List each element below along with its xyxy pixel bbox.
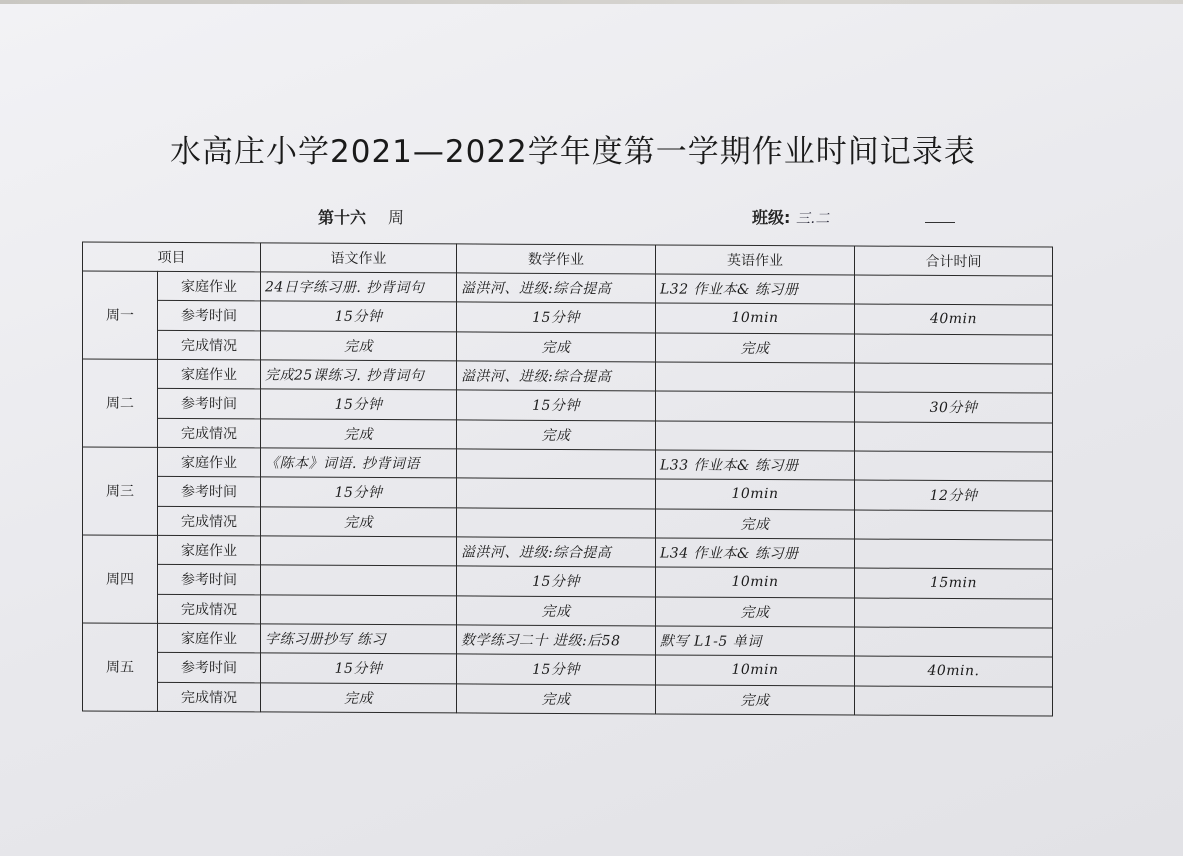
- math-time: 15分钟: [457, 302, 656, 332]
- row-label: 完成情况: [158, 330, 261, 360]
- math-status: [457, 508, 656, 538]
- english-time: [656, 391, 855, 421]
- english-time: 10min: [656, 303, 855, 333]
- english-homework: L33 作业本& 练习册: [656, 450, 855, 480]
- total-cell: [855, 510, 1053, 540]
- row-label: 完成情况: [158, 418, 261, 448]
- class-caption: 班级:: [752, 208, 791, 227]
- math-homework: 溢洪河、进级:综合提高: [457, 361, 656, 391]
- day-cell: 周二: [83, 359, 158, 447]
- paper-sheet: [0, 4, 1183, 856]
- day-cell: 周三: [83, 447, 158, 535]
- english-status: 完成: [656, 597, 855, 627]
- class-value: 三.二: [795, 211, 830, 227]
- header-math: 数学作业: [457, 244, 656, 274]
- row-label: 参考时间: [158, 301, 261, 331]
- total-time: 30分钟: [855, 392, 1053, 422]
- total-cell: [855, 539, 1053, 569]
- row-label: 家庭作业: [158, 271, 261, 301]
- row-label: 家庭作业: [158, 359, 261, 389]
- english-homework: L34 作业本& 练习册: [656, 538, 855, 568]
- row-label: 参考时间: [158, 477, 261, 507]
- row-label: 家庭作业: [158, 623, 261, 653]
- header-item: 项目: [83, 242, 261, 272]
- day-cell: 周四: [83, 535, 158, 623]
- document-title: 水高庄小学2021—2022学年度第一学期作业时间记录表: [170, 134, 976, 170]
- total-time: 40min: [855, 304, 1053, 334]
- chinese-time: 15分钟: [261, 389, 457, 419]
- chinese-status: [261, 595, 457, 625]
- english-homework: [656, 362, 855, 392]
- english-time: 10min: [656, 567, 855, 597]
- english-status: 完成: [656, 509, 855, 539]
- row-label: 完成情况: [158, 682, 261, 712]
- chinese-time: 15分钟: [261, 653, 457, 683]
- total-cell: [855, 686, 1053, 716]
- total-cell: [855, 451, 1053, 481]
- math-status: 完成: [457, 420, 656, 450]
- chinese-status: 完成: [261, 682, 457, 712]
- week-number: 第十六: [318, 208, 367, 227]
- header-english: 英语作业: [656, 245, 855, 275]
- total-cell: [855, 334, 1053, 364]
- day-cell: 周五: [83, 623, 158, 711]
- total-time: 12分钟: [855, 480, 1053, 510]
- math-status: 完成: [457, 684, 656, 714]
- chinese-status: 完成: [261, 331, 457, 361]
- chinese-homework: 《陈本》词语. 抄背词语: [261, 448, 457, 478]
- math-time: [457, 478, 656, 508]
- english-status: [656, 421, 855, 451]
- math-homework: [457, 449, 656, 479]
- table-row: [83, 682, 1053, 716]
- math-time: 15分钟: [457, 654, 656, 684]
- day-cell: 周一: [83, 271, 158, 359]
- english-homework: 默写 L1-5 单词: [656, 626, 855, 656]
- row-label: 参考时间: [158, 389, 261, 419]
- english-time: 10min: [656, 479, 855, 509]
- chinese-time: 15分钟: [261, 301, 457, 331]
- english-status: 完成: [656, 685, 855, 715]
- math-status: 完成: [457, 332, 656, 362]
- chinese-homework: 24日字练习册. 抄背词句: [261, 272, 457, 302]
- row-label: 参考时间: [158, 653, 261, 683]
- class-underline: [925, 222, 955, 223]
- chinese-time: 15分钟: [261, 477, 457, 507]
- row-label: 参考时间: [158, 565, 261, 595]
- math-time: 15分钟: [457, 566, 656, 596]
- total-cell: [855, 275, 1053, 305]
- class-label: [752, 205, 830, 228]
- math-status: 完成: [457, 596, 656, 626]
- english-time: 10min: [656, 655, 855, 685]
- math-homework: 溢洪河、进级:综合提高: [457, 273, 656, 303]
- week-unit: 周: [388, 208, 405, 227]
- total-cell: [855, 598, 1053, 628]
- total-time: 40min.: [855, 656, 1053, 686]
- english-status: 完成: [656, 333, 855, 363]
- math-time: 15分钟: [457, 390, 656, 420]
- chinese-status: 完成: [261, 419, 457, 449]
- chinese-status: 完成: [261, 507, 457, 537]
- homework-time-table: [82, 241, 1053, 716]
- math-homework: 溢洪河、进级:综合提高: [457, 537, 656, 567]
- row-label: 完成情况: [158, 506, 261, 536]
- row-label: 家庭作业: [158, 447, 261, 477]
- row-label: 完成情况: [158, 594, 261, 624]
- total-cell: [855, 363, 1053, 393]
- chinese-homework: 完成25课练习. 抄背词句: [261, 360, 457, 390]
- chinese-homework: [261, 536, 457, 566]
- english-homework: L32 作业本& 练习册: [656, 274, 855, 304]
- header-chinese: 语文作业: [261, 243, 457, 273]
- math-homework: 数学练习二十 进级:后58: [457, 625, 656, 655]
- total-time: 15min: [855, 568, 1053, 598]
- row-label: 家庭作业: [158, 535, 261, 565]
- total-cell: [855, 422, 1053, 452]
- chinese-time: [261, 565, 457, 595]
- week-label: [318, 205, 404, 228]
- total-cell: [855, 627, 1053, 657]
- chinese-homework: 字练习册抄写 练习: [261, 624, 457, 654]
- header-total: 合计时间: [855, 246, 1053, 276]
